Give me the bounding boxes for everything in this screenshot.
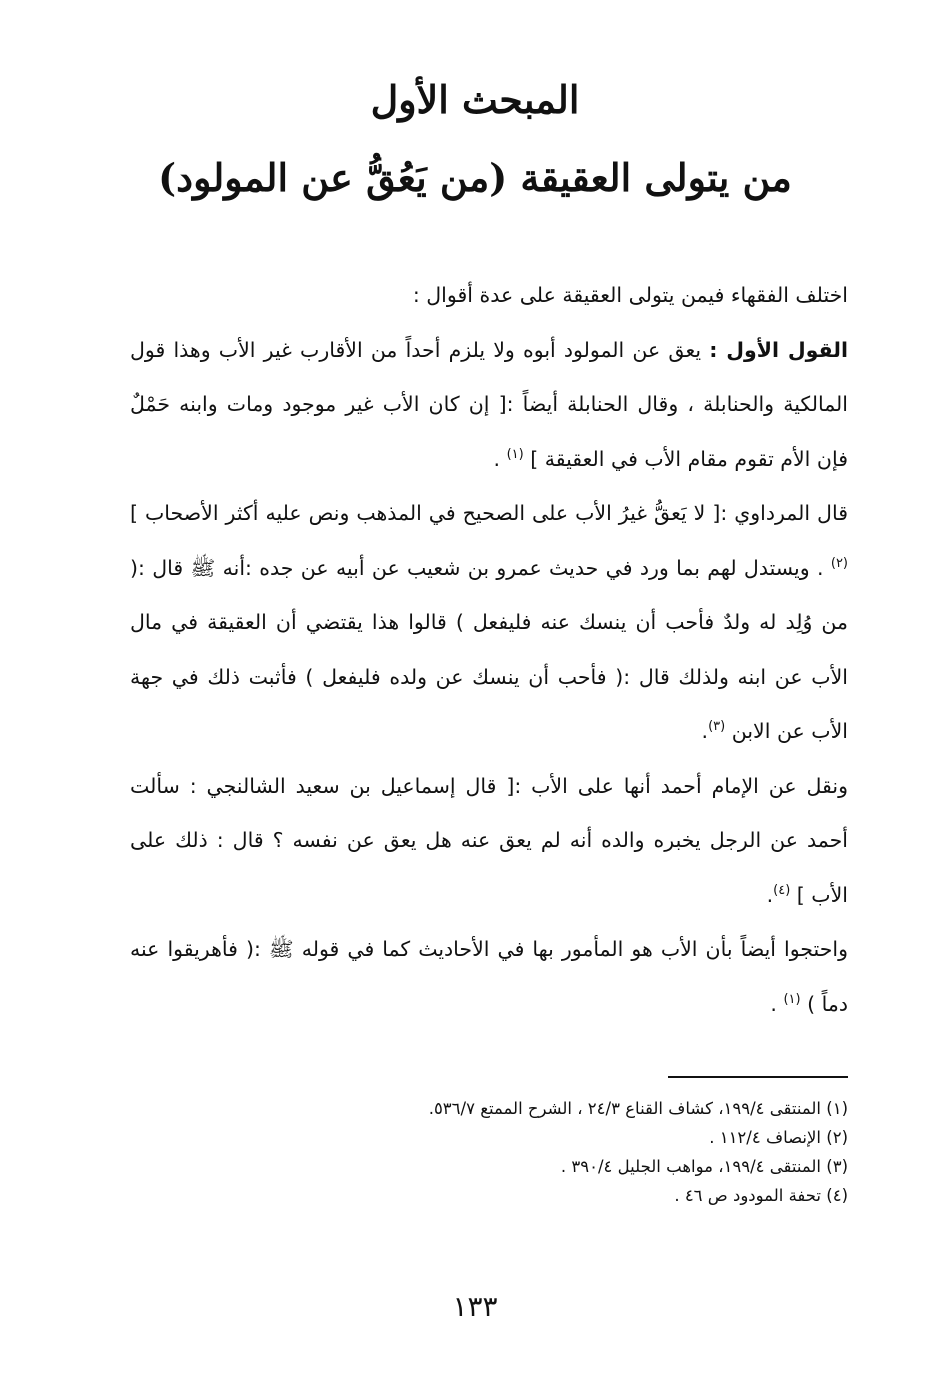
paragraph-text: قال المرداوي :[ لا يَعقُّ غيرُ الأب على الصحيح في المذهب ونص عليه أكثر الأصحاب ] bbox=[130, 501, 848, 525]
footnote-ref: (٤) bbox=[773, 882, 791, 898]
paragraph-text-cont: . ويستدل لهم بما ورد في حديث عمرو بن شعيب عن أبيه عن جده :أنه ﷺ قال :( من وُلِد له ولدٌ فأحب أن ينسك عنه فليفعل ) قالوا هذا يقتضي أن العقيقة في مال الأب عن ابنه ولذلك قال :( فأحب أن ينسك عن ولده فليفعل ) فأثبت ذلك في جهة الأب عن الابن bbox=[130, 555, 848, 743]
paragraph-intro bbox=[130, 268, 848, 323]
paragraph-tail: . bbox=[766, 882, 774, 907]
body-text bbox=[130, 268, 848, 1031]
footnote-divider bbox=[668, 1076, 848, 1078]
page-number: ١٣٣ bbox=[452, 1290, 498, 1323]
footnote-item: (٤) تحفة المودود ص ٤٦ . bbox=[674, 1186, 848, 1205]
section-subtitle: من يتولى العقيقة (من يَعُقُّ عن المولود) bbox=[158, 155, 792, 200]
paragraph-lead: القول الأول : bbox=[709, 337, 848, 362]
paragraph-text: يعق عن المولود أبوه ولا يلزم أحداً من الأقارب غير الأب وهذا قول المالكية والحنابلة ، وقال الحنابلة أيضاً :[ إن كان الأب غير موجود ومات وابنه حَمْلٌ فإن الأم تقوم مقام الأب في العقيقة ] bbox=[130, 337, 848, 471]
footnote-item: (٢) الإنصاف ١١٢/٤ . bbox=[709, 1128, 848, 1147]
paragraph-first-opinion bbox=[130, 323, 848, 487]
footnote-item: (١) المنتقى ١٩٩/٤، كشاف القناع ٢٤/٣ ، الشرح الممتع ٥٣٦/٧. bbox=[428, 1099, 848, 1118]
footnote-item: (٣) المنتقى ١٩٩/٤، مواهب الجليل ٣٩٠/٤ . bbox=[560, 1157, 848, 1176]
footnote-ref: (١) bbox=[506, 446, 524, 462]
footnote-ref: (١) bbox=[783, 991, 801, 1007]
paragraph-mardawi bbox=[130, 486, 848, 759]
paragraph-tail: . bbox=[493, 446, 507, 471]
footnote-ref: (٢) bbox=[830, 555, 848, 571]
paragraph-tail: . bbox=[701, 719, 709, 743]
footnotes bbox=[200, 1094, 848, 1210]
paragraph-text: واحتجوا أيضاً بأن الأب هو المأمور بها في الأحاديث كما في قوله ﷺ :( فأهريقوا عنه دماً ) bbox=[130, 937, 848, 1016]
footnote-ref: (٣) bbox=[708, 719, 726, 735]
section-headings bbox=[0, 66, 950, 212]
paragraph-text: اختلف الفقهاء فيمن يتولى العقيقة على عدة أقوال : bbox=[412, 283, 848, 307]
paragraph-ahmad bbox=[130, 759, 848, 923]
paragraph-tail: . bbox=[770, 991, 784, 1016]
section-title: المبحث الأول bbox=[370, 77, 580, 122]
paragraph-text: ونقل عن الإمام أحمد أنها على الأب :[ قال إسماعيل بن سعيد الشالنجي : سألت أحمد عن الرجل يخبره والده أنه لم يعق عنه هل يعق عن نفسه ؟ قال : ذلك على الأب ] bbox=[130, 773, 848, 907]
paragraph-evidence bbox=[130, 922, 848, 1031]
